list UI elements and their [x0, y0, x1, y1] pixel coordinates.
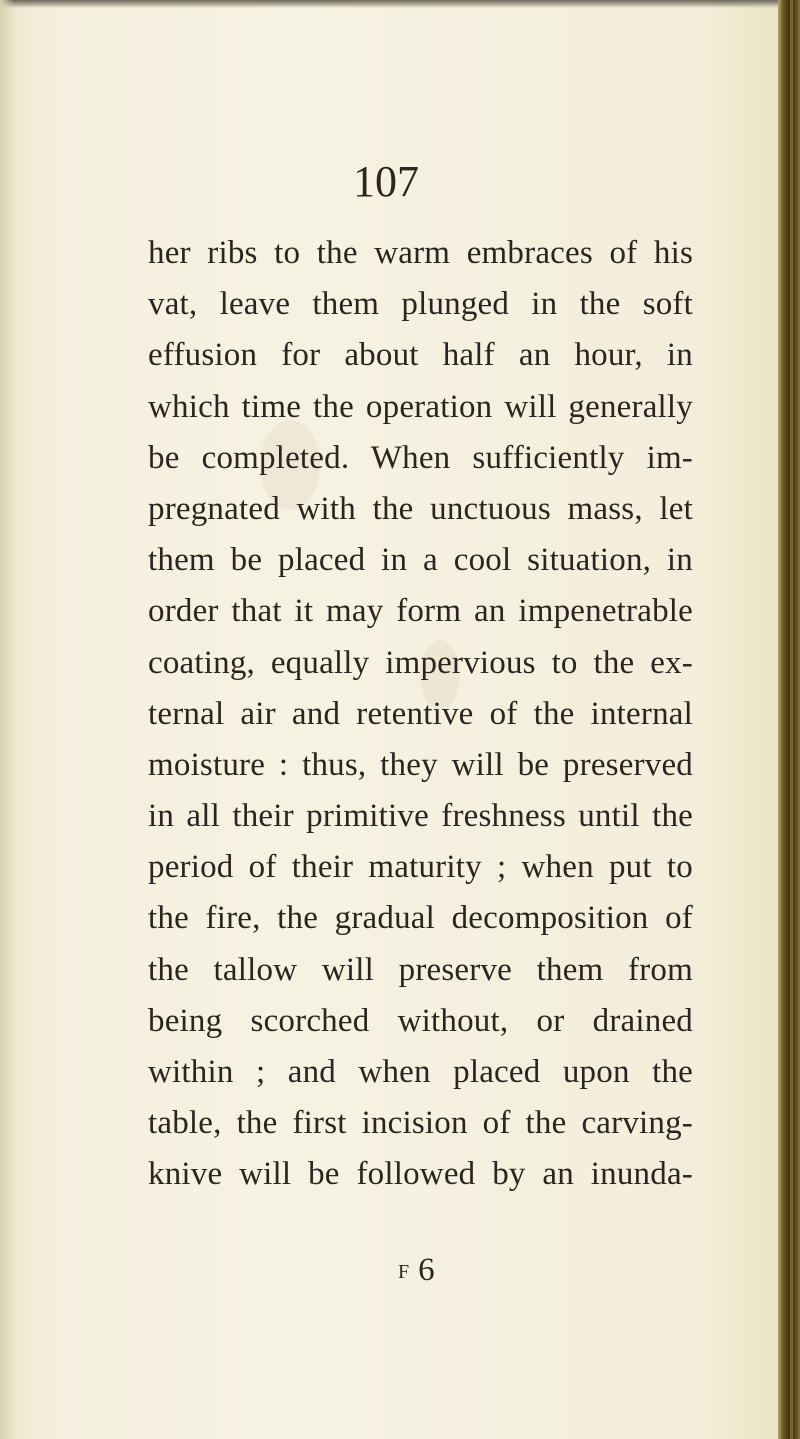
text-line: being scorched without, or drained [148, 1002, 693, 1039]
page-top-edge [0, 0, 800, 8]
text-line: the tallow will preserve them from [148, 951, 693, 988]
signature-mark [398, 1254, 435, 1287]
text-line: ternal air and retentive of the internal [148, 695, 693, 732]
page-left-edge [0, 0, 14, 1439]
text-line: moisture : thus, they will be preserved [148, 746, 693, 783]
text-line: be completed. When sufficiently im- [148, 439, 693, 476]
text-line: effusion for about half an hour, in [148, 337, 693, 374]
text-line: order that it may form an impenetrable [148, 593, 693, 630]
text-line: knive will be followed by an inunda- [148, 1156, 693, 1193]
page-number: 107 [353, 157, 419, 206]
body-text [148, 228, 693, 1201]
text-line: vat, leave them plunged in the soft [148, 286, 693, 323]
text-line: pregnated with the unctuous mass, let [148, 490, 693, 527]
text-line: coating, equally impervious to the ex- [148, 644, 693, 681]
text-line: which time the operation will generally [148, 388, 693, 425]
signature-number: 6 [418, 1252, 435, 1288]
signature-letter: F [398, 1261, 410, 1283]
binding-highlight [790, 0, 793, 1439]
text-line: in all their primitive freshness until the [148, 798, 693, 835]
text-line: the fire, the gradual decomposition of [148, 900, 693, 937]
text-line: within ; and when placed upon the [148, 1054, 693, 1090]
text-line: them be placed in a cool situation, in [148, 542, 693, 579]
text-line: her ribs to the warm embraces of his [148, 235, 693, 271]
text-line: table, the first incision of the carving- [148, 1105, 693, 1142]
book-binding-edge [778, 0, 800, 1439]
text-line: period of their maturity ; when put to [148, 849, 693, 886]
